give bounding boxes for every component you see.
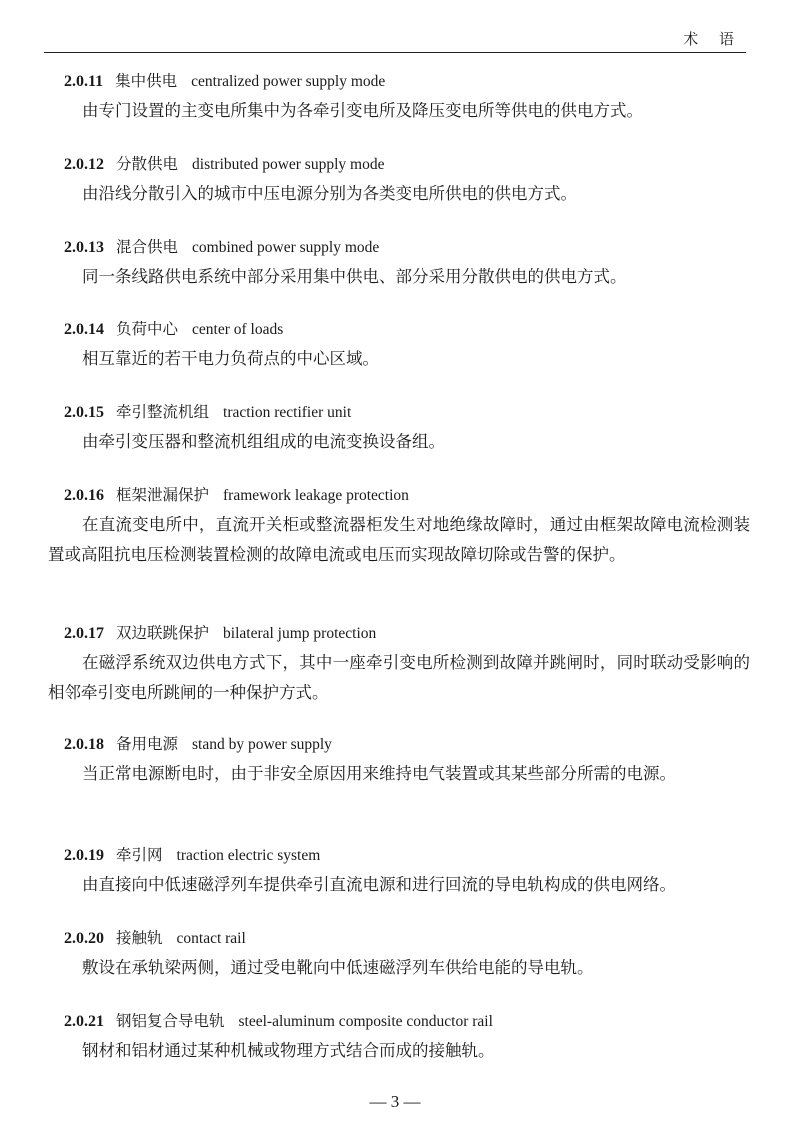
term-number: 2.0.12	[64, 156, 104, 173]
term-chinese: 钢铝复合导电轨	[116, 1012, 225, 1030]
term-chinese: 混合供电	[116, 238, 179, 256]
term-definition: 在直流变电所中，直流开关柜或整流器柜发生对地绝缘故障时，通过由框架故障电流检测装置或高阻抗电压检测装置检测的故障电流或电压而实现故障切除或告警的保护。	[48, 515, 750, 564]
term-chinese: 分散供电	[116, 155, 179, 173]
term-english: bilateral jump protection	[223, 625, 377, 642]
term-english: combined power supply mode	[192, 239, 380, 256]
term-line	[48, 1011, 750, 1032]
term-definition: 钢材和铝材通过某种机械或物理方式结合而成的接触轨。	[82, 1041, 495, 1060]
term-entry-2-0-21	[48, 1011, 750, 1066]
page-number: — 3 —	[369, 1092, 421, 1111]
term-english: distributed power supply mode	[192, 156, 385, 173]
term-line	[48, 623, 750, 644]
term-number: 2.0.15	[64, 404, 104, 421]
term-definition: 由牵引变压器和整流机组组成的电流变换设备组。	[82, 432, 445, 451]
term-line	[48, 928, 750, 949]
term-chinese: 牵引网	[116, 846, 163, 864]
term-english: framework leakage protection	[223, 487, 409, 504]
term-chinese: 框架泄漏保护	[116, 486, 210, 504]
term-number: 2.0.17	[64, 625, 104, 642]
term-chinese: 负荷中心	[116, 320, 179, 338]
term-entry-2-0-16	[48, 485, 750, 570]
term-chinese: 牵引整流机组	[116, 403, 210, 421]
term-entry-2-0-12	[48, 154, 750, 209]
term-english: steel-aluminum composite conductor rail	[238, 1013, 493, 1030]
term-chinese: 备用电源	[116, 735, 179, 753]
term-definition: 相互靠近的若干电力负荷点的中心区域。	[82, 349, 379, 368]
term-entry-2-0-11	[48, 71, 750, 126]
term-english: traction rectifier unit	[223, 404, 352, 421]
term-english: center of loads	[192, 321, 284, 338]
term-line	[48, 402, 750, 423]
term-chinese: 双边联跳保护	[116, 624, 210, 642]
term-number: 2.0.13	[64, 239, 104, 256]
term-english: stand by power supply	[192, 736, 332, 753]
header-title: 术 语	[683, 30, 742, 48]
term-line	[48, 485, 750, 506]
term-number: 2.0.11	[64, 73, 104, 90]
term-entry-2-0-14	[48, 319, 750, 374]
term-line	[48, 237, 750, 258]
term-definition: 由专门设置的主变电所集中为各牵引变电所及降压变电所等供电的供电方式。	[82, 101, 643, 120]
term-definition: 当正常电源断电时，由于非安全原因用来维持电气装置或其某些部分所需的电源。	[82, 764, 676, 783]
term-number: 2.0.18	[64, 736, 104, 753]
term-number: 2.0.16	[64, 487, 104, 504]
term-number: 2.0.20	[64, 930, 104, 947]
term-line	[48, 71, 750, 92]
term-english: centralized power supply mode	[191, 73, 386, 90]
term-line	[48, 734, 750, 755]
term-line	[48, 154, 750, 175]
term-entry-2-0-19	[48, 845, 750, 900]
term-chinese: 集中供电	[115, 72, 178, 90]
term-definition: 同一条线路供电系统中部分采用集中供电、部分采用分散供电的供电方式。	[82, 267, 627, 286]
term-definition: 由沿线分散引入的城市中压电源分别为各类变电所供电的供电方式。	[82, 184, 577, 203]
term-entry-2-0-20	[48, 928, 750, 983]
term-entry-2-0-18	[48, 734, 750, 789]
term-line	[48, 845, 750, 866]
term-english: traction electric system	[176, 847, 321, 864]
term-entry-2-0-15	[48, 402, 750, 457]
term-number: 2.0.19	[64, 847, 104, 864]
term-definition: 敷设在承轨梁两侧，通过受电靴向中低速磁浮列车供给电能的导电轨。	[82, 958, 594, 977]
term-entry-2-0-17	[48, 623, 750, 708]
term-number: 2.0.14	[64, 321, 104, 338]
term-definition: 由直接向中低速磁浮列车提供牵引直流电源和进行回流的导电轨构成的供电网络。	[82, 875, 676, 894]
term-line	[48, 319, 750, 340]
term-entry-2-0-13	[48, 237, 750, 292]
term-english: contact rail	[176, 930, 246, 947]
term-chinese: 接触轨	[116, 929, 163, 947]
term-definition: 在磁浮系统双边供电方式下，其中一座牵引变电所检测到故障并跳闸时，同时联动受影响的相邻牵引变电所跳闸的一种保护方式。	[48, 653, 750, 702]
term-number: 2.0.21	[64, 1013, 104, 1030]
page-header	[44, 28, 746, 53]
